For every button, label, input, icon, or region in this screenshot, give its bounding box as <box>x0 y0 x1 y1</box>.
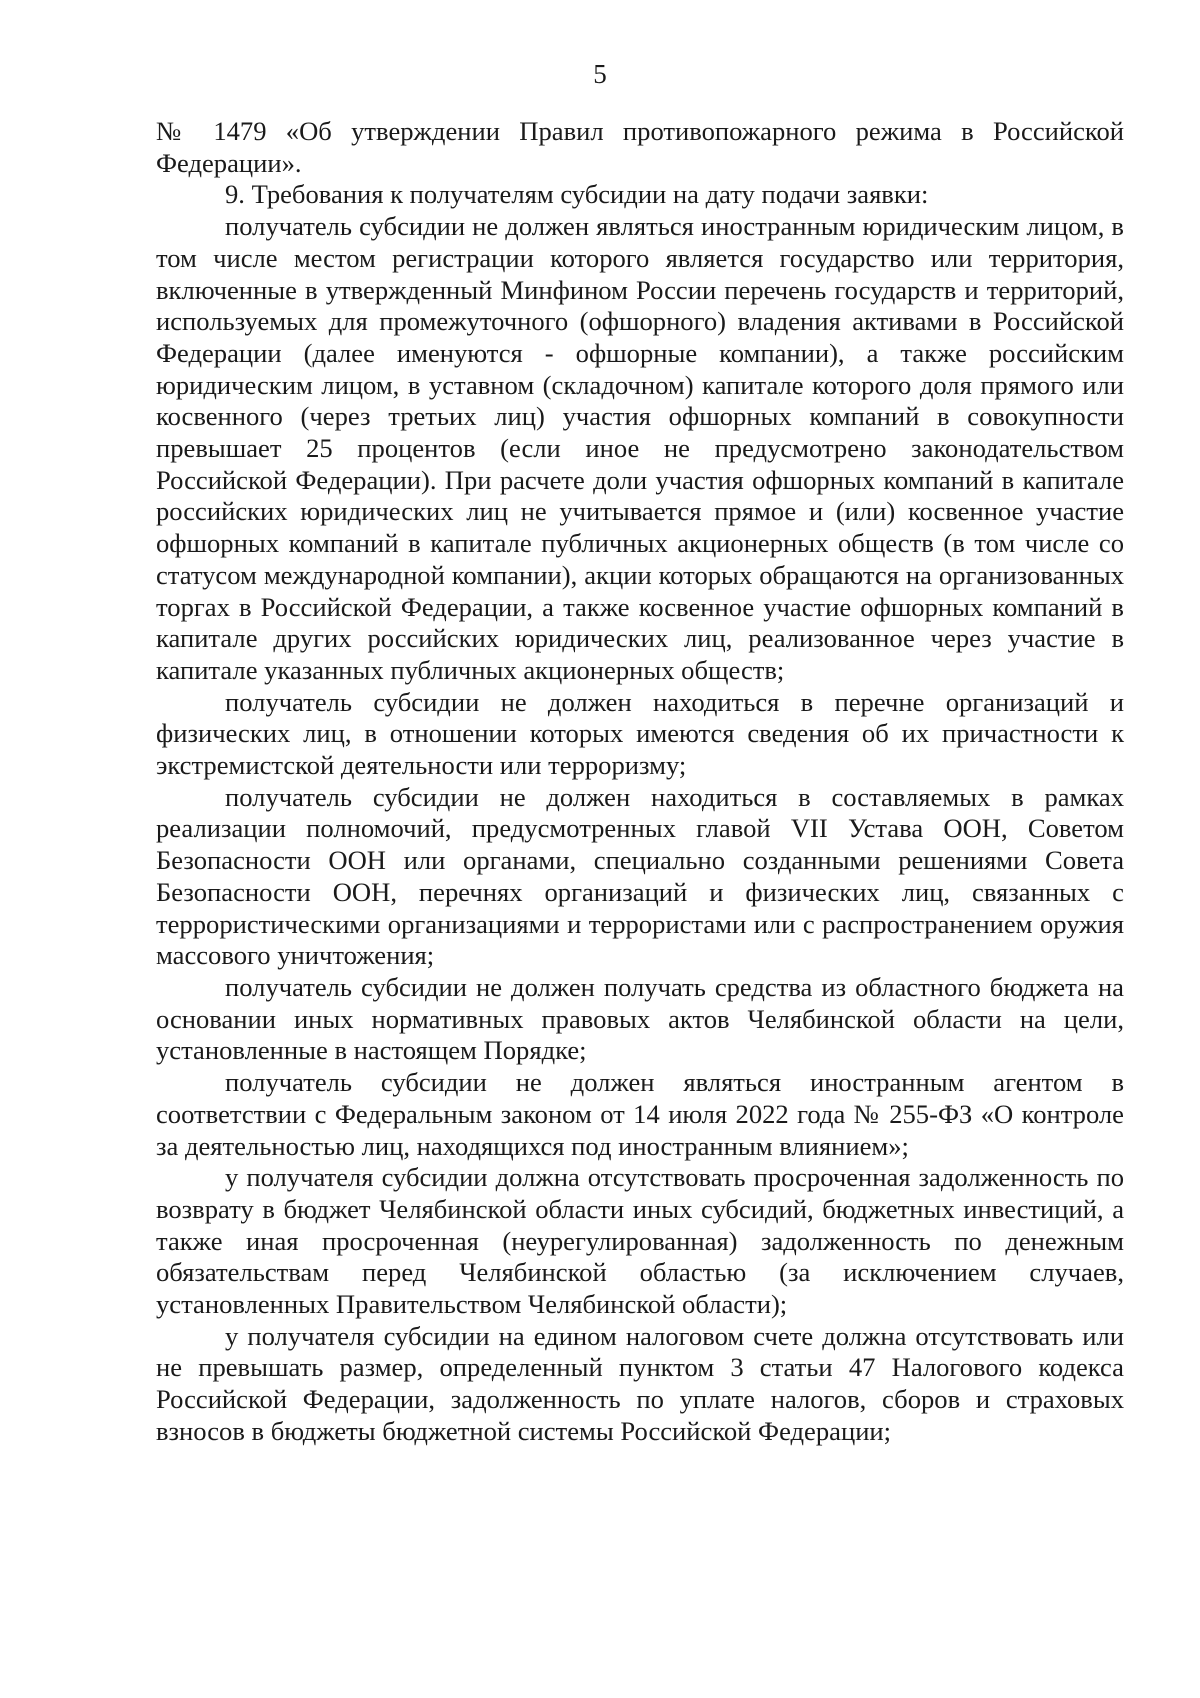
paragraph-budget-funds-requirement: получатель субсидии не должен получать средства из областного бюджета на основании иных нормативных правовых актов Челябинской области на цели, установленные в настоящем Порядке; <box>156 971 1124 1066</box>
paragraph-tax-debt-requirement: у получателя субсидии на едином налоговом счете должна отсутствовать или не превышать размер, определенный пунктом 3 статьи 47 Налогового кодекса Российской Федерации, задолженность по уплате налогов, сборов и страховых взносов в бюджеты бюджетной системы Российской Федерации; <box>156 1320 1124 1446</box>
paragraph-section-heading: 9. Требования к получателям субсидии на дату подачи заявки: <box>225 179 929 210</box>
paragraph-continuation: № 1479 «Об утверждении Правил противопожарного режима в Российской Федерации». <box>156 116 1124 178</box>
paragraph-overdue-debt-requirement: у получателя субсидии должна отсутствовать просроченная задолженность по возврату в бюджет Челябинской области иных субсидий, бюджетных инвестиций, а также иная просроченная (неурегулированная) задолженность по денежным обязательствам перед Челябинской областью (за исключением случаев, установленных Правительством Челябинской области); <box>156 1162 1124 1320</box>
document-body <box>156 116 1124 1448</box>
paragraph-un-sanctions-requirement: получатель субсидии не должен находиться в составляемых в рамках реализации полномочий, предусмотренных главой VII Устава ООН, Советом Безопасности ООН или органами, специально созданными решениями Совета Безопасности ООН, перечнях организаций и физических лиц, связанных с террористическими организациями и террористами или с распространением оружия массового уничтожения; <box>156 781 1124 971</box>
paragraph-extremism-requirement: получатель субсидии не должен находиться в перечне организаций и физических лиц, в отношении которых имеются сведения об их причастности к экстремистской деятельности или терроризму; <box>156 686 1124 781</box>
paragraph-foreign-agent-requirement: получатель субсидии не должен являться иностранным агентом в соответствии с Федеральным законом от 14 июля 2022 года № 255-ФЗ «О контроле за деятельностью лиц, находящихся под иностранным влиянием»; <box>156 1067 1124 1161</box>
page-number: 5 <box>593 59 607 89</box>
paragraph-offshore-requirement: получатель субсидии не должен являться иностранным юридическим лицом, в том числе местом регистрации которого является государство или территория, включенные в утвержденный Минфином России перечень государств и территорий, используемых для промежуточного (офшорного) владения активами в Российской Федерации (далее именуются - офшорные компании), а также российским юридическим лицом, в уставном (складочном) капитале которого доля прямого или косвенного (через третьих лиц) участия офшорных компаний в совокупности превышает 25 процентов (если иное не предусмотрено законодательством Российской Федерации). При расчете доли участия офшорных компаний в капитале российских юридических лиц не учитывается прямое и (или) косвенное участие офшорных компаний в капитале публичных акционерных обществ (в том числе со статусом международной компании), акции которых обращаются на организованных торгах в Российской Федерации, а также косвенное участие офшорных компаний в капитале других российских юридических лиц, реализованное через участие в капитале указанных публичных акционерных обществ; <box>156 211 1124 685</box>
